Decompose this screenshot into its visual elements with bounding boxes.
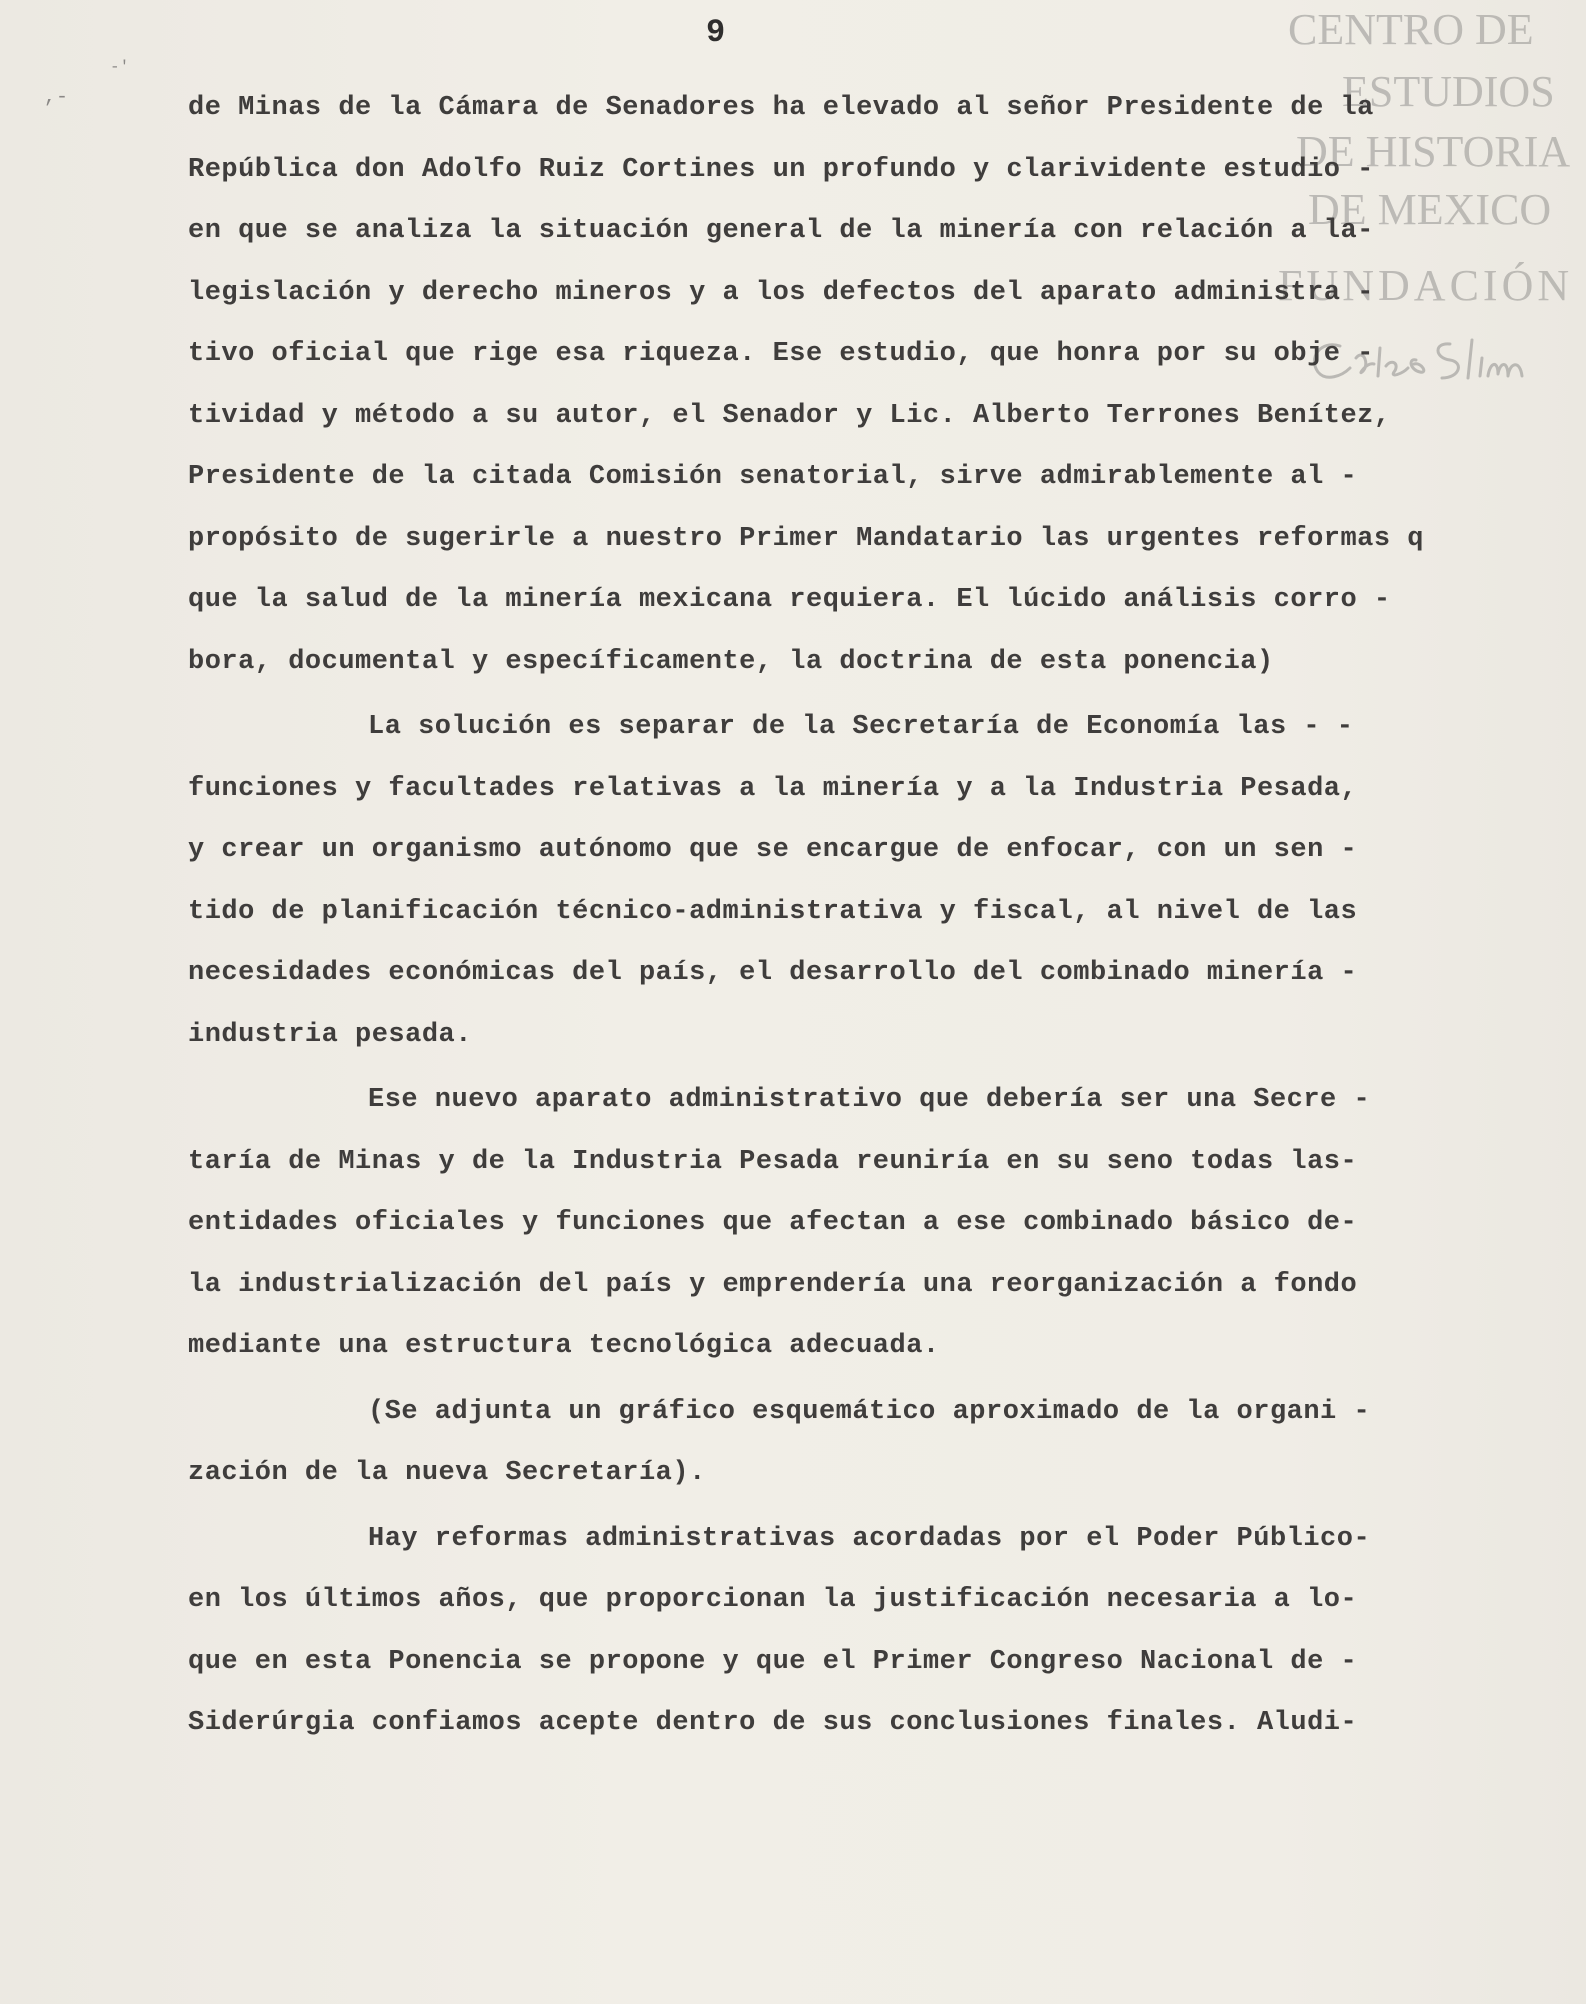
text-line: Presidente de la citada Comisión senatorial, sirve admirablemente al - bbox=[188, 462, 1358, 492]
text-line: zación de la nueva Secretaría). bbox=[188, 1458, 706, 1488]
text-line: de Minas de la Cámara de Senadores ha elevado al señor Presidente de la bbox=[188, 93, 1374, 123]
text-line: industria pesada. bbox=[188, 1019, 472, 1050]
text-line: en que se analiza la situación general de la minería con relación a la- bbox=[188, 216, 1374, 246]
text-line: propósito de sugerirle a nuestro Primer Mandatario las urgentes reformas q bbox=[188, 523, 1424, 554]
text-line: legislación y derecho mineros y a los defectos del aparato administra - bbox=[188, 277, 1374, 308]
text-line: Siderúrgia confiamos acepte dentro de sus conclusiones finales. Aludi- bbox=[188, 1708, 1358, 1738]
text-line: entidades oficiales y funciones que afectan a ese combinado básico de- bbox=[188, 1208, 1358, 1238]
text-line: tivo oficial que rige esa riqueza. Ese estudio, que honra por su obje - bbox=[188, 339, 1374, 369]
paragraph bbox=[188, 78, 1528, 693]
text-line: República don Adolfo Ruiz Cortines un profundo y clarividente estudio - bbox=[188, 154, 1374, 185]
page-number: 9 bbox=[706, 14, 726, 51]
watermark-line: DE HISTORIA bbox=[1296, 127, 1571, 176]
text-line: en los últimos años, que proporcionan la justificación necesaria a lo- bbox=[188, 1585, 1358, 1615]
text-line: que la salud de la minería mexicana requiera. El lúcido análisis corro - bbox=[188, 585, 1391, 615]
text-line: y crear un organismo autónomo que se encargue de enfocar, con un sen - bbox=[188, 835, 1358, 865]
text-line: taría de Minas y de la Industria Pesada reuniría en su seno todas las- bbox=[188, 1146, 1358, 1177]
paragraph bbox=[188, 1070, 1528, 1378]
paragraph bbox=[188, 1509, 1528, 1755]
text-line: mediante una estructura tecnológica adecuada. bbox=[188, 1331, 940, 1361]
text-line: que en esta Ponencia se propone y que el Primer Congreso Nacional de - bbox=[188, 1646, 1358, 1677]
margin-mark: -' bbox=[110, 58, 130, 76]
text-line: tividad y método a su autor, el Senador y Lic. Alberto Terrones Benítez, bbox=[188, 400, 1391, 431]
watermark-line: FUNDACIÓN bbox=[1278, 261, 1574, 310]
text-line: Hay reformas administrativas acordadas por el Poder Público- bbox=[368, 1523, 1371, 1554]
text-line: (Se adjunta un gráfico esquemático aproximado de la organi - bbox=[368, 1396, 1371, 1427]
margin-mark: ,- bbox=[44, 86, 69, 109]
paragraph bbox=[188, 1382, 1528, 1505]
text-line: tido de planificación técnico-administrativa y fiscal, al nivel de las bbox=[188, 896, 1358, 927]
text-line: funciones y facultades relativas a la minería y a la Industria Pesada, bbox=[188, 773, 1358, 804]
watermark-line: CENTRO DE bbox=[1288, 5, 1534, 54]
text-line: La solución es separar de la Secretaría de Economía las - - bbox=[368, 712, 1354, 742]
text-line: la industrialización del país y emprendería una reorganización a fondo bbox=[188, 1269, 1358, 1300]
watermark-line: ESTUDIOS bbox=[1342, 67, 1555, 116]
text-line: Ese nuevo aparato administrativo que debería ser una Secre - bbox=[368, 1085, 1371, 1115]
text-line: necesidades económicas del país, el desarrollo del combinado minería - bbox=[188, 958, 1358, 988]
body-text bbox=[188, 78, 1528, 1755]
watermark-line: DE MEXICO bbox=[1308, 185, 1552, 234]
text-line: bora, documental y específicamente, la doctrina de esta ponencia) bbox=[188, 646, 1274, 677]
paragraph bbox=[188, 697, 1528, 1066]
